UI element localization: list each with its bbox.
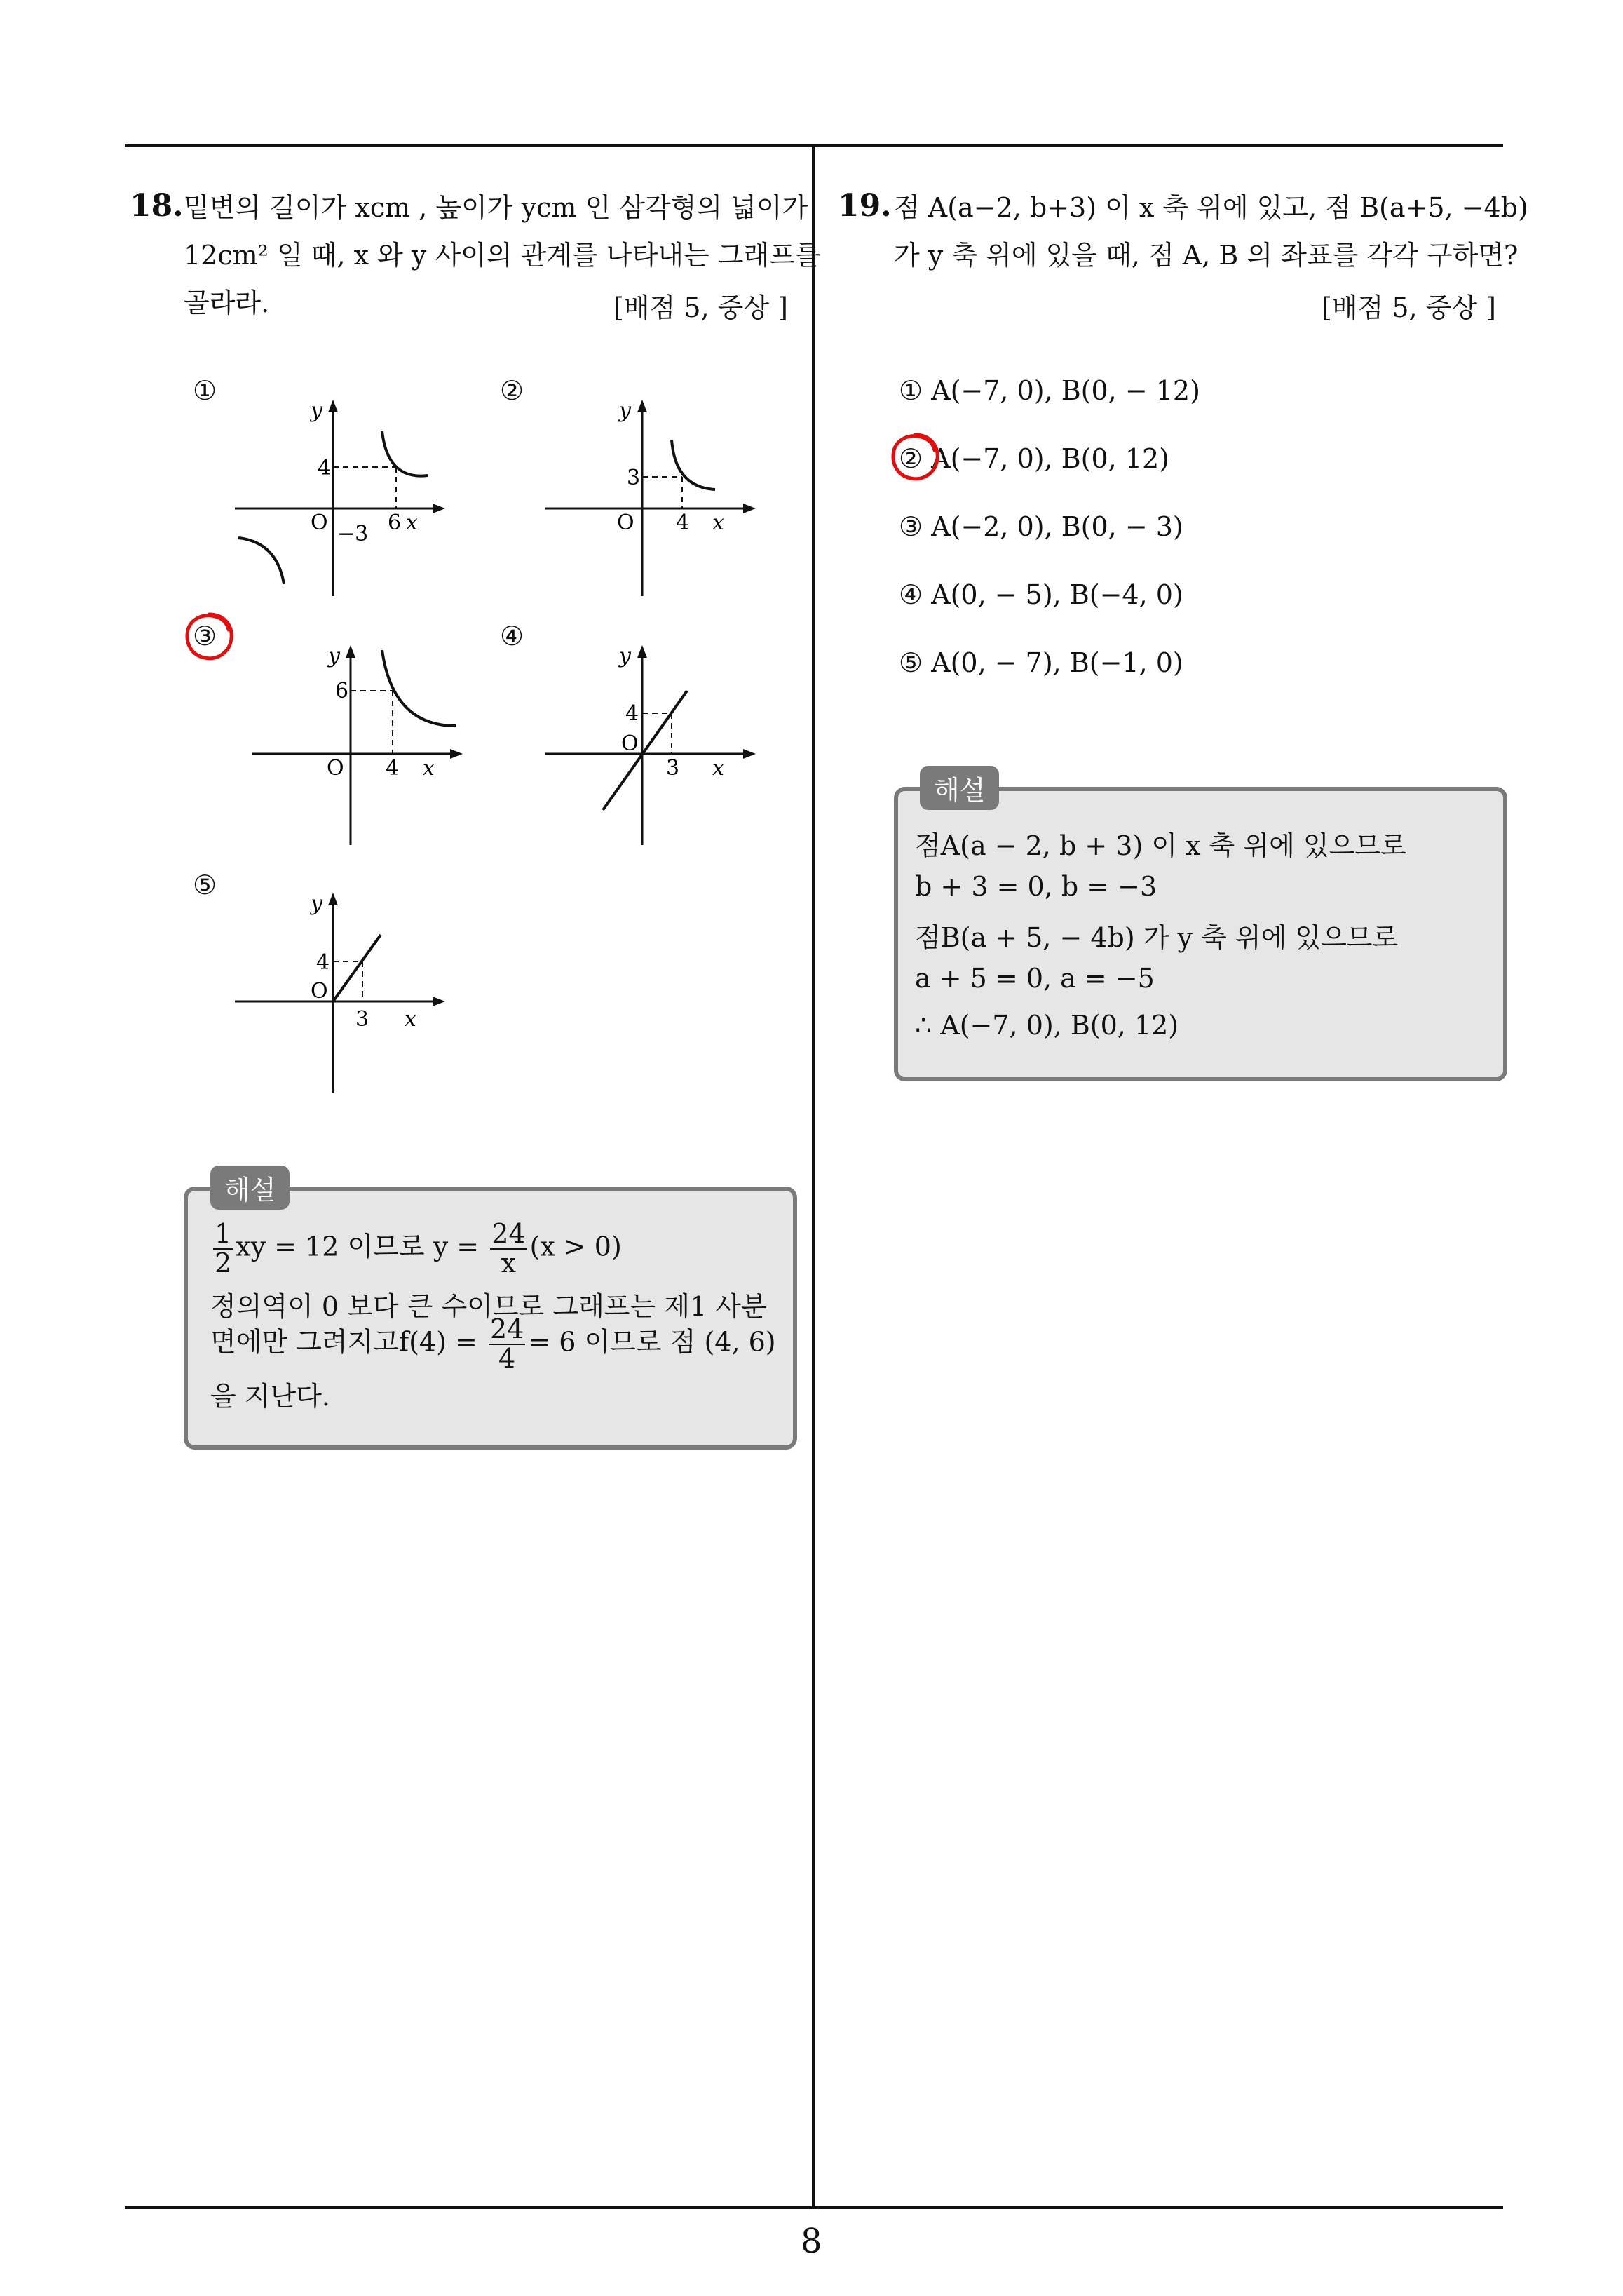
graph4-origin: O — [621, 731, 639, 756]
q19-answer-circle — [887, 429, 943, 485]
q18-explanation-line2: 정의역이 0 보다 큰 수이므로 그래프는 제1 사분 — [210, 1291, 767, 1322]
q18-graph3 — [245, 635, 477, 852]
q19-explanation-line4: a + 5 = 0, a = −5 — [915, 963, 1155, 994]
graph4-y-label: y — [619, 644, 631, 668]
q18-number: 18. — [130, 188, 184, 224]
column-divider — [812, 144, 815, 2209]
q19-number: 19. — [838, 188, 892, 224]
q19-line1: 점 A(a−2, b+3) 이 x 축 위에 있고, 점 B(a+5, −4b) — [894, 192, 1528, 223]
q19-explanation-line3: 점B(a + 5, − 4b) 가 y 축 위에 있으므로 — [915, 922, 1399, 953]
page-number: 8 — [801, 2222, 822, 2261]
q18-line3: 골라라. — [184, 288, 270, 318]
graph2-x-label: x — [712, 511, 724, 535]
graph3-y-label: y — [328, 644, 340, 668]
q18-option5-label[interactable]: ⑤ — [193, 870, 217, 900]
q18-explanation-line1: $\frac{1}{2}$ xy = 12 이므로 y = $\frac{24}{x}$ (x > 0) — [215, 1218, 622, 1278]
graph2-tick-3: 3 — [627, 466, 641, 490]
graph2-tick-4: 4 — [676, 511, 690, 535]
q19-explanation-tag: 해설 — [920, 766, 999, 810]
q18-graph4 — [538, 635, 770, 852]
q19-explanation-line1: 점A(a − 2, b + 3) 이 x 축 위에 있으므로 — [915, 830, 1406, 861]
q18-graph1 — [228, 389, 459, 607]
graph3-x-label: x — [423, 756, 435, 781]
q18-frac-24-over-4: $\frac{24}{4}$ — [489, 1314, 524, 1374]
q19-explanation-line2: b + 3 = 0, b = −3 — [915, 871, 1157, 902]
graph4-tick-4: 4 — [625, 701, 639, 726]
q19-explanation-line5: ∴ A(−7, 0), B(0, 12) — [915, 1010, 1179, 1041]
q19-option4[interactable]: ④ A(0, − 5), B(−4, 0) — [899, 579, 1183, 610]
q18-explanation-line4: 을 지난다. — [210, 1381, 330, 1412]
graph3-tick-6: 6 — [335, 679, 349, 703]
q18-option2-label[interactable]: ② — [500, 375, 524, 406]
graph2-y-label: y — [619, 398, 631, 423]
q18-frac-24-over-x: $\frac{24}{x}$ — [491, 1218, 526, 1278]
q19-option5[interactable]: ⑤ A(0, − 7), B(−1, 0) — [899, 647, 1183, 678]
q18-line2: 12cm² 일 때, x 와 y 사이의 관계를 나타내는 그래프를 — [184, 240, 821, 271]
graph1-tick-6: 6 — [388, 511, 402, 535]
graph1-tick-neg3: −3 — [337, 522, 369, 546]
q18-graph2 — [538, 389, 770, 607]
q18-explanation-line3: 면에만 그려지고f(4) = $\frac{24}{4}$ = 6 이므로 점 (4, 6) — [210, 1314, 776, 1374]
graph5-origin: O — [311, 979, 328, 1004]
graph1-x-label: x — [406, 511, 418, 535]
graph3-origin: O — [327, 756, 344, 781]
q18-line1: 밑변의 길이가 xcm , 높이가 ycm 인 삼각형의 넓이가 — [184, 192, 808, 223]
graph1-tick-4: 4 — [318, 456, 332, 480]
graph1-origin: O — [311, 511, 328, 535]
graph2-origin: O — [617, 511, 634, 535]
graph1-y-label: y — [311, 398, 322, 423]
q18-explanation-tag: 해설 — [210, 1166, 290, 1210]
q19-points: [배점 5, 중상 ] — [1322, 292, 1496, 323]
q19-line2: 가 y 축 위에 있을 때, 점 A, B 의 좌표를 각각 구하면? — [894, 240, 1519, 271]
q18-option3-label[interactable]: ③ — [193, 621, 217, 651]
q19-option3[interactable]: ③ A(−2, 0), B(0, − 3) — [899, 511, 1183, 542]
q19-option2[interactable]: ② A(−7, 0), B(0, 12) — [899, 443, 1170, 474]
q18-option1-label[interactable]: ① — [193, 375, 217, 406]
graph5-tick-3: 3 — [355, 1007, 369, 1032]
q19-option1[interactable]: ① A(−7, 0), B(0, − 12) — [899, 375, 1200, 406]
q18-frac-half: $\frac{1}{2}$ — [215, 1218, 232, 1278]
graph4-tick-3: 3 — [666, 756, 680, 781]
graph4-x-label: x — [712, 756, 724, 781]
q18-option4-label[interactable]: ④ — [500, 621, 524, 651]
graph5-tick-4: 4 — [316, 950, 330, 975]
graph5-x-label: x — [405, 1007, 416, 1032]
graph3-tick-4: 4 — [386, 756, 400, 781]
bottom-rule — [125, 2206, 1503, 2209]
q18-graph5 — [228, 882, 459, 1100]
graph5-y-label: y — [311, 891, 322, 916]
q18-answer-circle — [181, 609, 237, 665]
q18-points: [배점 5, 중상 ] — [613, 292, 788, 323]
